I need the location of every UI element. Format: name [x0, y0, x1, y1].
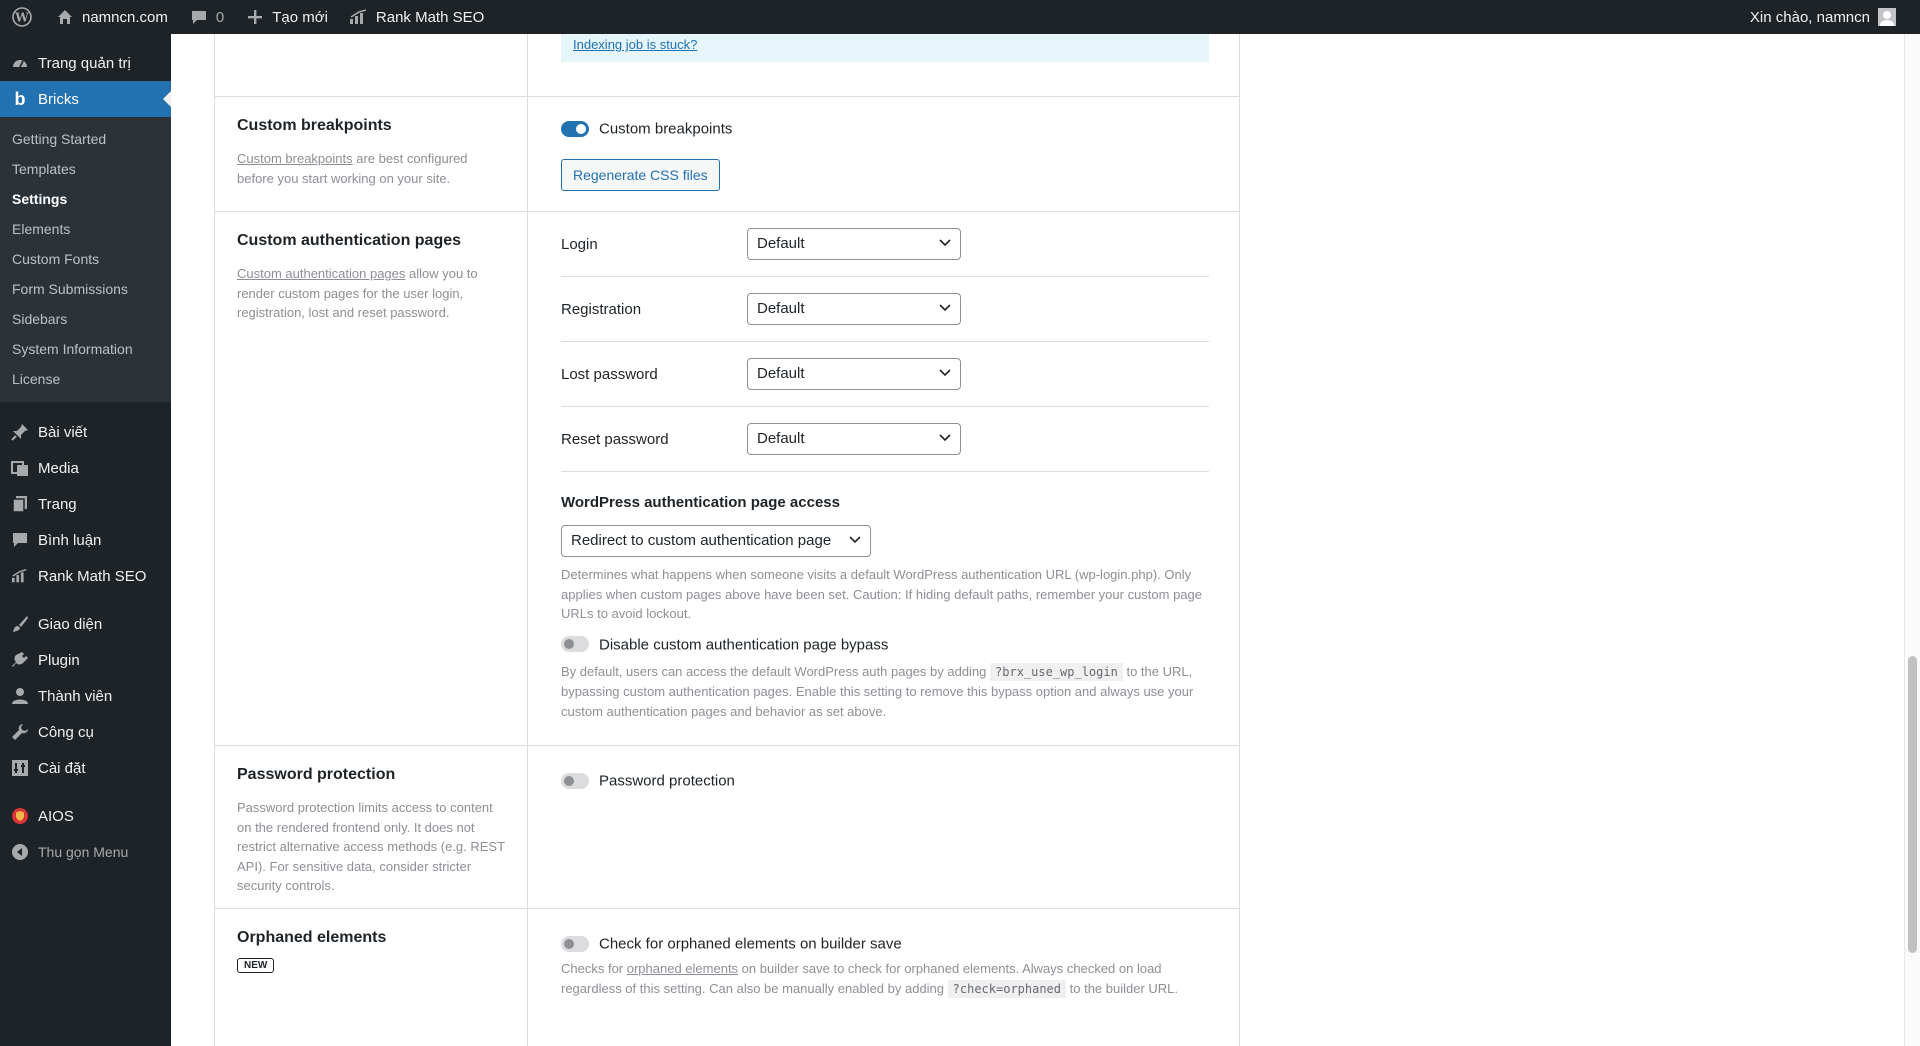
rankmath-icon	[348, 6, 370, 28]
avatar	[1878, 8, 1896, 26]
paintbrush-icon	[10, 614, 30, 634]
chevron-down-icon	[939, 304, 951, 312]
field-label-reset-password: Reset password	[561, 430, 669, 448]
orphaned-toggle-row	[561, 935, 902, 953]
orphaned-code: ?check=orphaned	[948, 980, 1066, 998]
submenu-custom-fonts[interactable]: Custom Fonts	[12, 251, 100, 267]
settings-sliders-icon	[10, 758, 30, 778]
disable-bypass-toggle-label: Disable custom authentication page bypass	[599, 635, 889, 653]
shield-icon	[10, 806, 30, 826]
menu-posts-label: Bài viết	[38, 423, 88, 441]
submenu-settings[interactable]: Settings	[12, 191, 68, 207]
admin-bar	[0, 0, 1920, 34]
new-badge: NEW	[237, 958, 274, 973]
auth-access-select[interactable]: Redirect to custom authentication page	[561, 525, 871, 557]
media-icon	[10, 458, 30, 478]
submenu-license[interactable]: License	[12, 371, 61, 387]
menu-dashboard-label: Trang quản trị	[38, 54, 131, 72]
wordpress-icon	[12, 7, 32, 27]
auth-description: Custom authentication pages allow you to render custom pages for the user login, registration, lost and reset password.	[237, 266, 478, 320]
bricks-logo-icon: b	[14, 88, 26, 109]
breakpoints-title: Custom breakpoints	[237, 117, 392, 134]
menu-bricks-label: Bricks	[38, 90, 79, 108]
comments-link[interactable]	[178, 0, 234, 34]
site-name-link[interactable]	[44, 0, 178, 34]
chevron-down-icon	[939, 369, 951, 377]
custom-breakpoints-toggle-label: Custom breakpoints	[599, 120, 733, 138]
orphaned-elements-toggle-label: Check for orphaned elements on builder save	[599, 935, 902, 953]
submenu-elements[interactable]: Elements	[12, 221, 71, 237]
breakpoints-description: Custom breakpoints are best configured before you start working on your site.	[237, 151, 468, 186]
plus-icon	[244, 6, 266, 28]
field-label-login: Login	[561, 235, 598, 253]
submenu-templates[interactable]: Templates	[12, 161, 76, 177]
bypass-toggle-row	[561, 636, 1209, 654]
collapse-arrow-icon	[10, 842, 30, 862]
menu-posts[interactable]	[0, 414, 171, 450]
orphaned-description: Checks for orphaned elements on builder save to check for orphaned elements. Always checked on load regardless of this setting. Can also be manually enabled by adding ?check=orphaned to the builder URL.	[561, 961, 1179, 996]
wordpress-logo-button[interactable]	[0, 0, 44, 34]
rankmath-label: Rank Math SEO	[375, 8, 485, 26]
auth-title: Custom authentication pages	[237, 232, 462, 249]
menu-dashboard[interactable]	[0, 45, 171, 81]
auth-access-description: Determines what happens when someone visits a default WordPress authentication URL (wp-login.php). Only applies when custom pages above have been set. Caution: If hiding default paths, remember your custom page URLs to avoid lockout.	[561, 567, 1202, 621]
orphaned-title: Orphaned elements	[237, 929, 387, 946]
menu-settings-label: Cài đặt	[38, 759, 86, 777]
settings-row-indexing	[215, 34, 1239, 96]
collapse-menu-label: Thu gọn Menu	[38, 844, 129, 860]
menu-users[interactable]	[0, 678, 171, 714]
user-account-menu[interactable]	[1750, 0, 1896, 34]
svg-text:W: W	[15, 10, 29, 25]
chevron-down-icon	[849, 536, 861, 544]
menu-tools[interactable]	[0, 714, 171, 750]
pages-icon	[10, 494, 30, 514]
password-toggle-row	[561, 772, 735, 790]
menu-bricks[interactable]	[0, 81, 171, 117]
breakpoints-toggle-row	[561, 120, 732, 138]
dashboard-gauge-icon	[10, 53, 30, 73]
password-description: Password protection limits access to content on the rendered frontend only. It does not restrict alternative access methods (e.g. REST API). For sensitive data, consider stricter security controls.	[237, 800, 505, 893]
auth-field-reset-password	[561, 407, 1209, 472]
comments-count: 0	[215, 8, 225, 26]
settings-row-custom-auth-pages	[215, 211, 1239, 745]
indexing-notice	[561, 34, 1209, 62]
menu-users-label: Thành viên	[38, 687, 113, 705]
pushpin-icon	[10, 422, 30, 442]
rankmath-icon	[10, 566, 30, 586]
rankmath-link[interactable]	[338, 0, 494, 34]
admin-sidebar	[0, 34, 171, 1046]
menu-pages[interactable]	[0, 486, 171, 522]
submenu-system-information[interactable]: System Information	[12, 341, 133, 357]
menu-pages-label: Trang	[38, 495, 77, 513]
menu-media-label: Media	[38, 459, 79, 477]
menu-aios[interactable]	[0, 798, 171, 834]
comment-bubble-icon	[188, 6, 210, 28]
auth-field-registration	[561, 277, 1209, 342]
menu-rankmath[interactable]	[0, 558, 171, 594]
menu-plugins-label: Plugin	[38, 651, 80, 669]
settings-row-orphaned-elements	[215, 908, 1239, 1046]
bypass-code: ?brx_use_wp_login	[990, 663, 1123, 681]
breakpoints-doc-link[interactable]: Custom breakpoints	[237, 151, 353, 166]
site-name: namncn.com	[82, 8, 168, 26]
menu-settings[interactable]	[0, 750, 171, 786]
orphaned-elements-link[interactable]: orphaned elements	[626, 961, 739, 976]
menu-appearance[interactable]	[0, 606, 171, 642]
indexing-stuck-link[interactable]: Indexing job is stuck?	[573, 37, 698, 52]
user-icon	[10, 686, 30, 706]
password-protection-toggle-label: Password protection	[599, 772, 735, 790]
submenu-form-submissions[interactable]: Form Submissions	[12, 281, 128, 297]
registration-page-select[interactable]: Default	[747, 293, 961, 325]
orphaned-elements-toggle[interactable]	[561, 936, 589, 952]
new-content-label: Tạo mới	[272, 8, 328, 26]
collapse-menu-button[interactable]	[0, 834, 171, 870]
reset-password-page-select[interactable]: Default	[747, 423, 961, 455]
greeting: Xin chào, namncn	[1749, 8, 1870, 26]
field-label-lost-password: Lost password	[561, 365, 658, 383]
auth-access-heading: WordPress authentication page access	[561, 494, 840, 511]
auth-field-lost-password	[561, 342, 1209, 407]
password-title: Password protection	[237, 766, 396, 783]
bricks-submenu	[0, 117, 171, 402]
password-protection-toggle[interactable]	[561, 773, 589, 789]
menu-rankmath-label: Rank Math SEO	[38, 567, 147, 585]
auth-doc-link[interactable]: Custom authentication pages	[237, 266, 406, 281]
settings-row-custom-breakpoints	[215, 96, 1239, 211]
login-page-select[interactable]: Default	[747, 228, 961, 260]
menu-plugins[interactable]	[0, 642, 171, 678]
regenerate-css-button[interactable]: Regenerate CSS files	[561, 159, 720, 191]
custom-breakpoints-toggle[interactable]	[561, 121, 589, 137]
disable-bypass-toggle[interactable]	[561, 636, 589, 652]
settings-row-password-protection	[215, 745, 1239, 908]
menu-media[interactable]	[0, 450, 171, 486]
plug-icon	[10, 650, 30, 670]
chevron-down-icon	[939, 239, 951, 247]
field-label-registration: Registration	[561, 300, 642, 318]
auth-field-login	[561, 212, 1209, 277]
menu-aios-label: AIOS	[38, 807, 74, 825]
menu-comments-label: Bình luận	[38, 531, 102, 549]
comment-bubble-icon	[10, 530, 30, 550]
submenu-sidebars[interactable]: Sidebars	[12, 311, 68, 327]
menu-tools-label: Công cụ	[38, 723, 94, 741]
settings-panel	[214, 34, 1240, 1046]
chevron-down-icon	[939, 434, 951, 442]
wrench-icon	[10, 722, 30, 742]
submenu-getting-started[interactable]: Getting Started	[12, 131, 107, 147]
new-content-link[interactable]	[234, 0, 338, 34]
home-icon	[54, 6, 76, 28]
lost-password-page-select[interactable]: Default	[747, 358, 961, 390]
bypass-description: By default, users can access the default WordPress auth pages by adding ?brx_use_wp_login to the URL, bypassing custom authentication pages. Enable this setting to remove this bypass option and always use your custom authentication pages and behavior as set above.	[561, 663, 1194, 719]
menu-appearance-label: Giao diện	[38, 615, 103, 633]
menu-comments[interactable]	[0, 522, 171, 558]
page-scrollbar-thumb[interactable]	[1908, 656, 1917, 953]
